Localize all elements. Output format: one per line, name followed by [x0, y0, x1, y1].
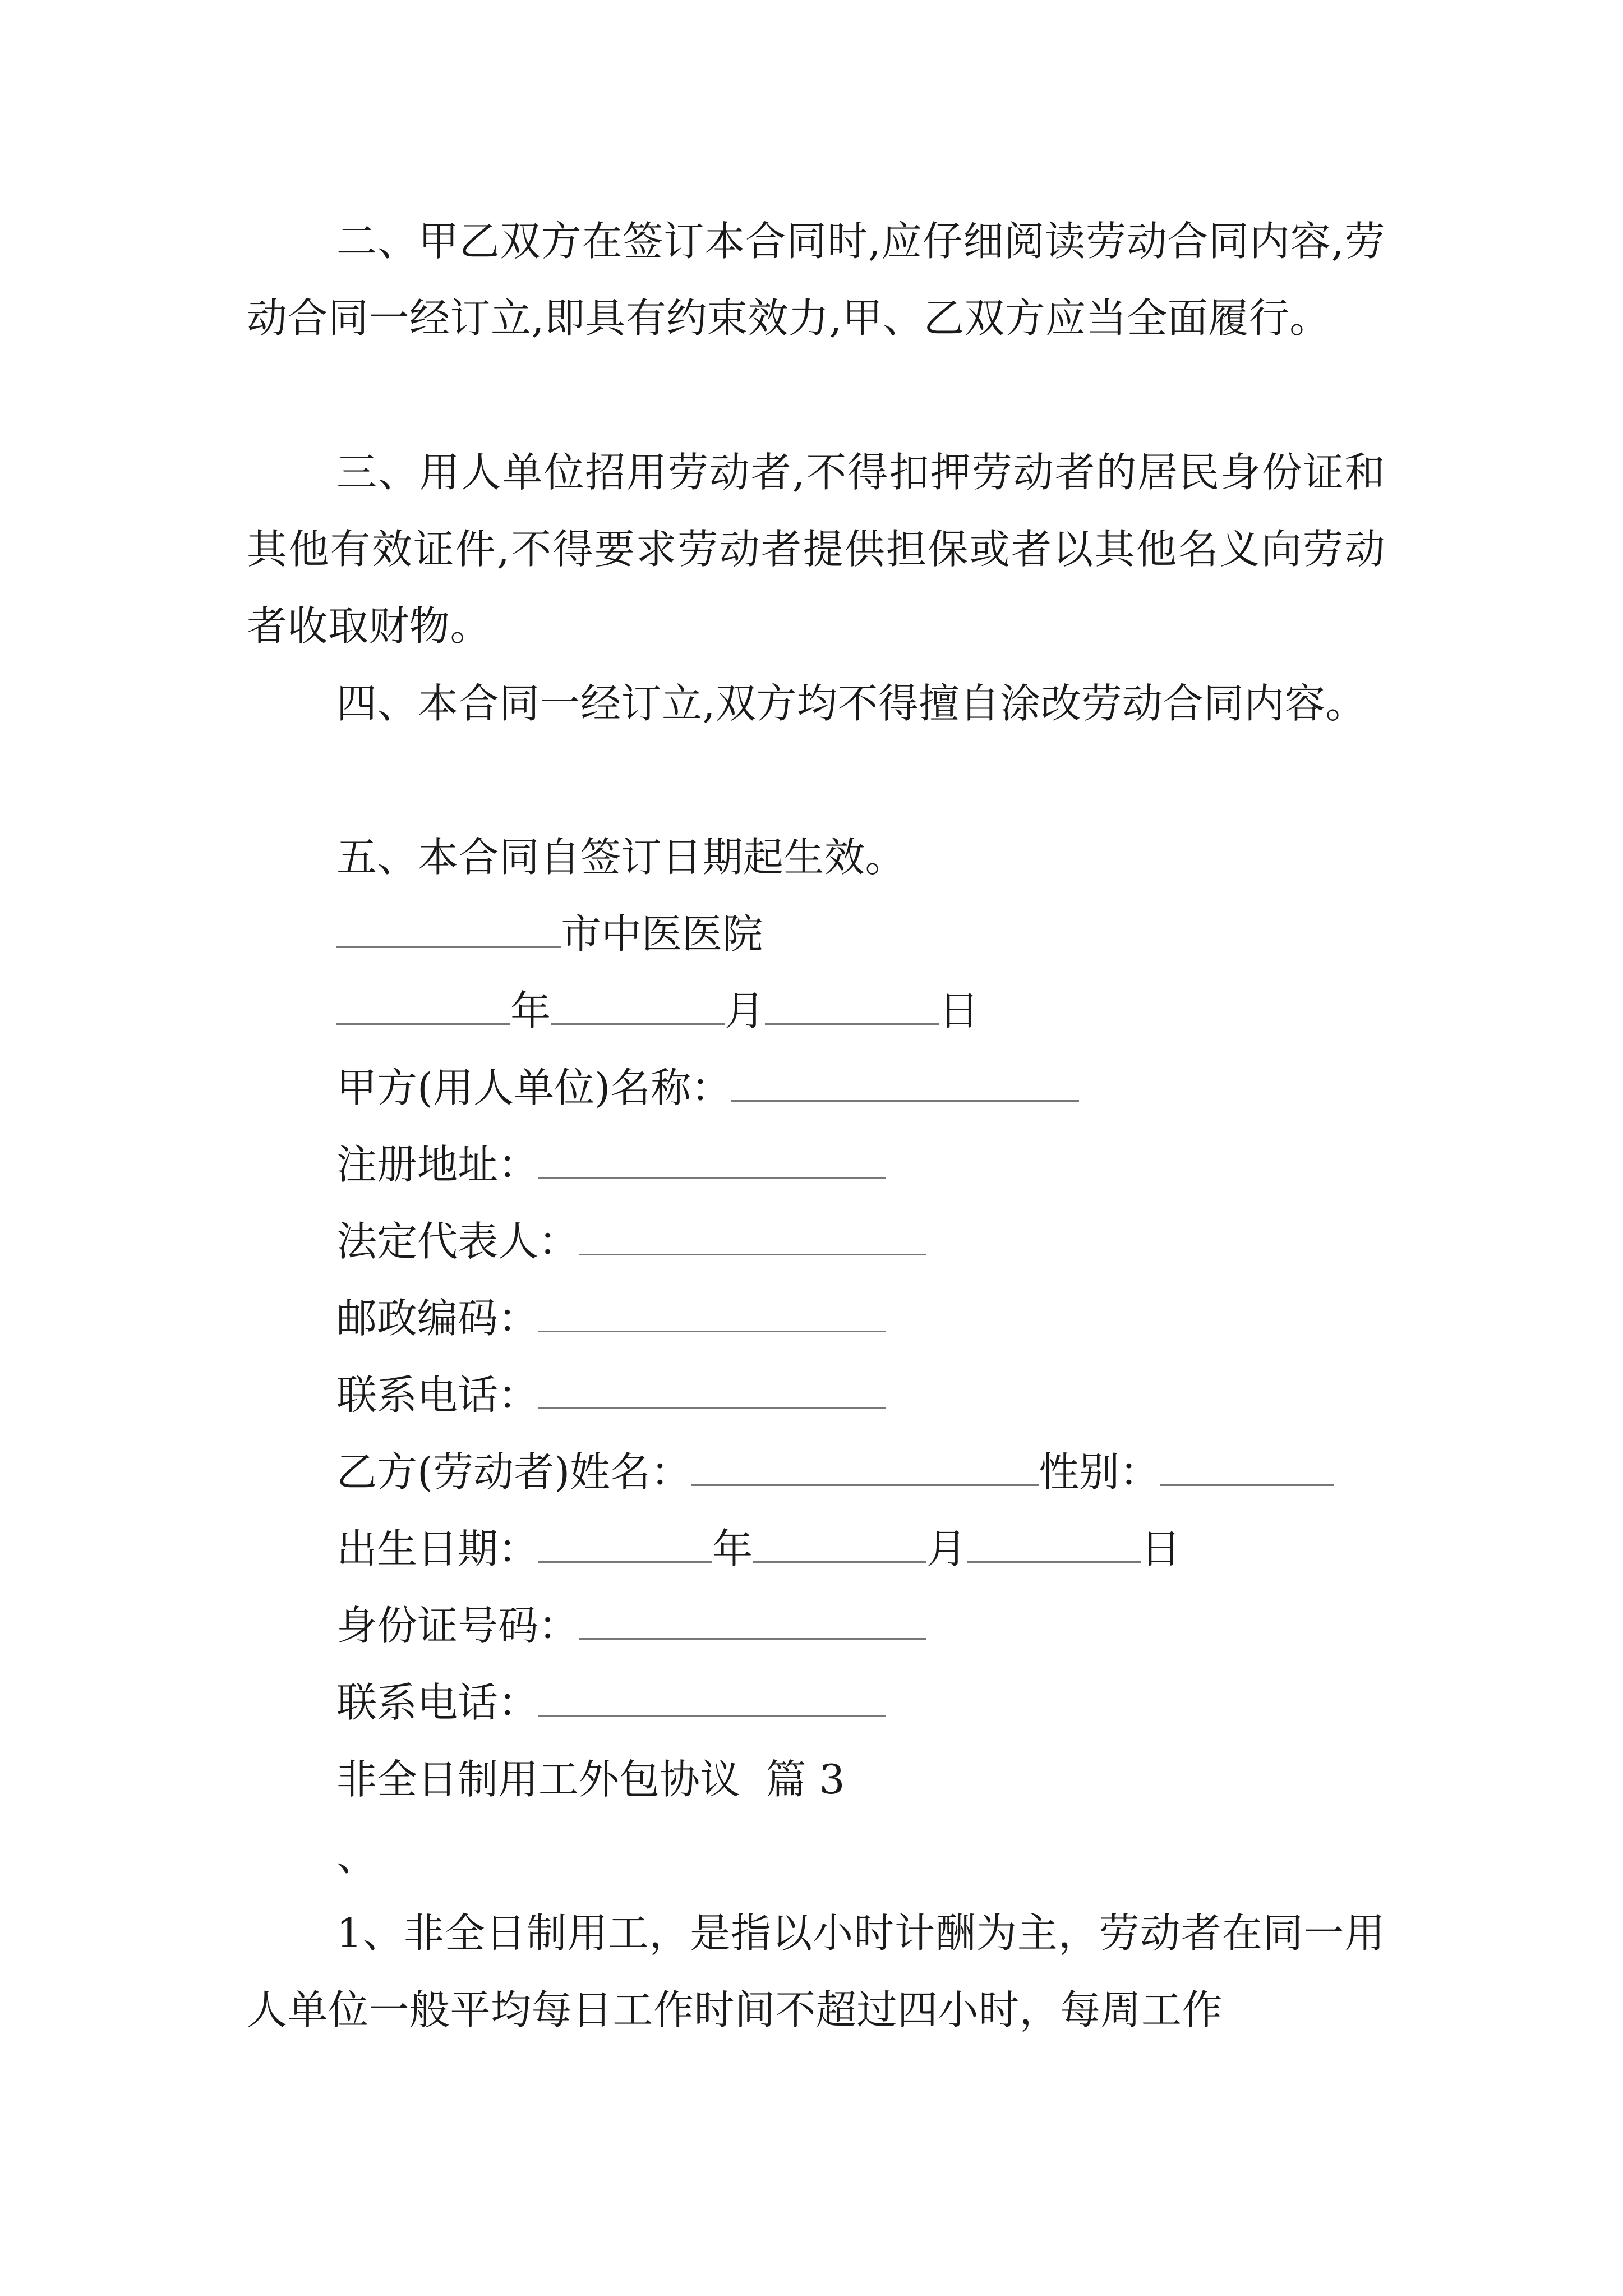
birth-day-blank [967, 1523, 1141, 1563]
year-blank [336, 985, 510, 1025]
day-blank [765, 985, 939, 1025]
signature-date-line [336, 973, 979, 1050]
party-a-phone-label: 联系电话： [336, 1372, 539, 1419]
party-a-name-line [336, 1050, 1079, 1126]
party-b-phone-line [336, 1664, 886, 1741]
birth-year-label: 年 [712, 1525, 753, 1572]
party-b-birth-line [336, 1511, 1181, 1588]
party-a-postcode-label: 邮政编码： [336, 1295, 539, 1342]
party-a-postcode-blank [538, 1292, 886, 1332]
party-a-phone-line [336, 1357, 886, 1434]
party-a-phone-blank [538, 1369, 886, 1409]
month-label: 月 [725, 987, 766, 1034]
birth-year-blank [538, 1523, 712, 1563]
hospital-suffix: 市中医医院 [561, 910, 763, 958]
party-b-phone-label: 联系电话： [336, 1679, 539, 1726]
party-b-gender-label: 性别： [1039, 1448, 1160, 1496]
hospital-blank [336, 908, 561, 948]
party-a-name-blank [731, 1062, 1079, 1102]
party-a-postcode-line [336, 1280, 886, 1357]
clause-5: 五、本合同自签订日期起生效。 [336, 834, 906, 881]
party-b-id-label: 身份证号码： [336, 1602, 579, 1649]
party-a-rep-line [336, 1203, 926, 1280]
birth-month-blank [753, 1523, 926, 1563]
party-b-id-blank [579, 1600, 926, 1640]
birth-day-label: 日 [1141, 1525, 1182, 1572]
section3-clause-1: 1、非全日制用工，是指以小时计酬为主，劳动者在同一用人单位一般平均每日工作时间不超过四小时，每周工作 [247, 1910, 1385, 2033]
clause-2: 二、甲乙双方在签订本合同时,应仔细阅读劳动合同内容,劳动合同一经订立,即具有约束效力,甲、乙双方应当全面履行。 [247, 218, 1385, 342]
section-mark: 、 [336, 1833, 377, 1880]
month-blank [551, 985, 725, 1025]
party-a-rep-label: 法定代表人： [336, 1218, 579, 1265]
party-b-name-line [336, 1434, 1334, 1511]
year-label: 年 [510, 987, 551, 1034]
clause-3: 三、用人单位招用劳动者,不得扣押劳动者的居民身份证和其他有效证件,不得要求劳动者提供担保或者以其他名义向劳动者收取财物。 [247, 449, 1385, 650]
party-b-birth-label: 出生日期： [336, 1525, 539, 1572]
party-a-address-label: 注册地址： [336, 1141, 539, 1188]
party-a-rep-blank [579, 1216, 926, 1255]
party-b-id-line [336, 1588, 926, 1664]
party-b-name-blank [691, 1446, 1039, 1486]
birth-month-label: 月 [926, 1525, 967, 1572]
party-b-gender-blank [1160, 1446, 1334, 1486]
clause-4: 四、本合同一经订立,双方均不得擅自涂改劳动合同内容。 [336, 680, 1366, 727]
section-title: 非全日制用工外包协议 篇 3 [336, 1756, 845, 1803]
day-label: 日 [939, 987, 980, 1034]
party-a-address-blank [538, 1139, 886, 1179]
party-b-phone-blank [538, 1677, 886, 1717]
party-a-name-label: 甲方(用人单位)名称： [336, 1064, 732, 1111]
hospital-line [336, 896, 763, 973]
party-a-address-line [336, 1126, 886, 1203]
party-b-name-label: 乙方(劳动者)姓名： [336, 1448, 691, 1496]
